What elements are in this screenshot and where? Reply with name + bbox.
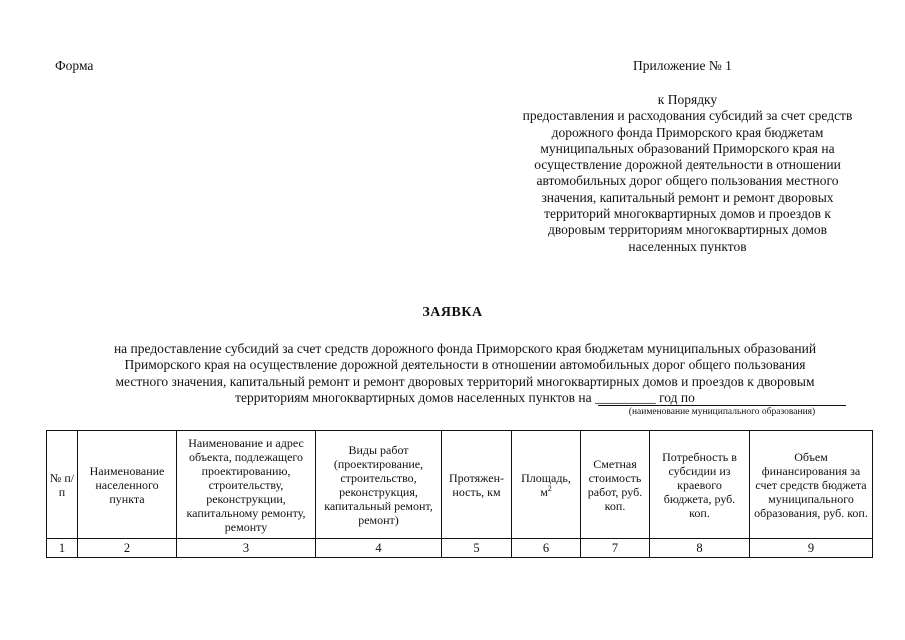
- column-number: 1: [47, 539, 78, 558]
- document-title: ЗАЯВКА: [422, 305, 483, 320]
- area-superscript: 2: [547, 483, 552, 493]
- area-label: Площадь, м: [521, 470, 571, 499]
- column-header: Виды работ (проектирование, строительство, реконструкция, капитальный ремонт, ремонт): [316, 431, 442, 539]
- column-number: 9: [750, 539, 873, 558]
- document-subtitle: на предоставление субсидий за счет средств дорожного фонда Приморского края бюджетам муниципальных образований Приморского края на осуществление дорожной деятельности в отношении автомобильных дорог общего пользования местного значения, капитальный ремонт и ремонт дворовых территорий многоквартирных домов и проездов к дворовым территориям многоквартирных домов населенных пунктов на _________ год по: [113, 341, 817, 405]
- column-number: 3: [177, 539, 316, 558]
- appendix-label: Приложение № 1: [633, 58, 732, 73]
- column-number: 6: [512, 539, 581, 558]
- column-header: № п/п: [47, 431, 78, 539]
- form-label: Форма: [55, 58, 94, 73]
- table-header-row: [47, 431, 873, 539]
- column-header: Объем финансирования за счет средств бюджета муниципального образования, руб. коп.: [750, 431, 873, 539]
- column-header: Наименование и адрес объекта, подлежащего проектированию, строительству, реконструкции, капитальному ремонту, ремонту: [177, 431, 316, 539]
- column-header-area: [512, 431, 581, 539]
- column-number: 4: [316, 539, 442, 558]
- column-number-row: [47, 539, 873, 558]
- municipality-caption: (наименование муниципального образования): [628, 407, 816, 417]
- appendix-text: к Порядку предоставления и расходования субсидий за счет средств дорожного фонда Приморского края бюджетам муниципальных образований Приморского края на осуществление дорожной деятельности в отношении автомобильных дорог общего пользования местного значения, капитальный ремонт и ремонт дворовых территорий многоквартирных домов и проездов к дворовым территориям многоквартирных домов населенных пунктов: [522, 92, 853, 254]
- application-table: [46, 430, 873, 558]
- column-number: 2: [78, 539, 177, 558]
- municipality-fill-line: [598, 405, 846, 406]
- column-number: 7: [581, 539, 650, 558]
- column-header: Наименование населенного пункта: [78, 431, 177, 539]
- column-header: Сметная стоимость работ, руб. коп.: [581, 431, 650, 539]
- column-header: Протяжен-ность, км: [442, 431, 512, 539]
- column-header: Потребность в субсидии из краевого бюджета, руб. коп.: [650, 431, 750, 539]
- column-number: 5: [442, 539, 512, 558]
- column-number: 8: [650, 539, 750, 558]
